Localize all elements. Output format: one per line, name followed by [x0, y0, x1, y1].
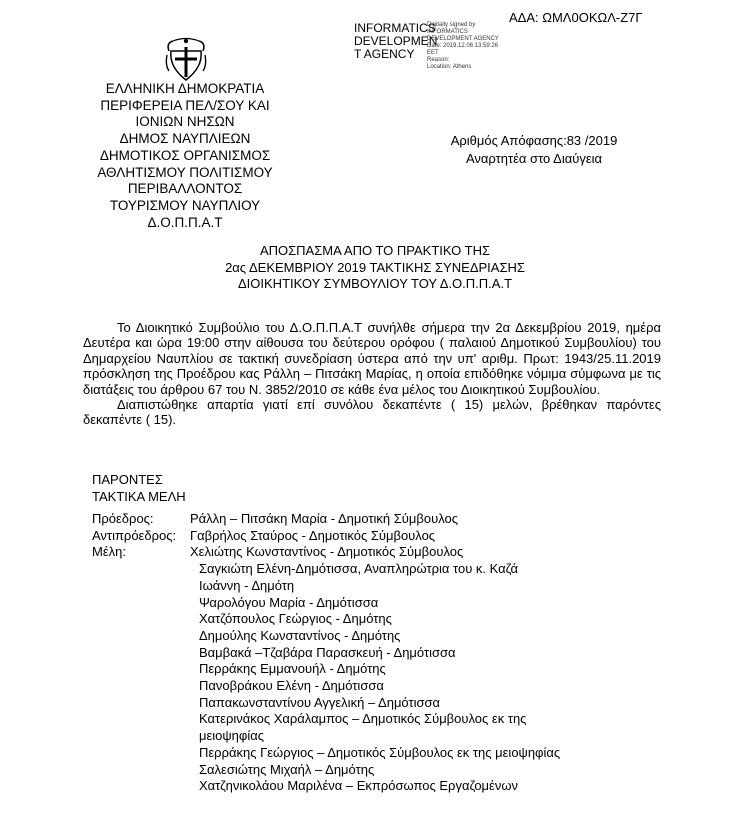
header-line: ΠΕΡΙΦΕΡΕΙΑ ΠΕΛ/ΣΟΥ ΚΑΙ	[100, 97, 270, 113]
signature-detail-line: Location: Athens	[427, 64, 472, 70]
member-entries	[190, 544, 692, 795]
list-item: Χελιώτης Κωνσταντίνος - Δημοτικός Σύμβουλος	[190, 544, 464, 560]
header-line: ΕΛΛΗΝΙΚΗ ΔΗΜΟΚΡΑΤΙΑ	[105, 81, 265, 96]
members-row	[92, 544, 692, 795]
signature-issuer-line: INFORMATICS	[354, 21, 436, 35]
present-heading	[92, 472, 186, 505]
list-item: Περράκης Εμμανουήλ - Δημότης	[199, 661, 386, 677]
list-item: Δημούλης Κωνσταντίνος - Δημότης	[199, 627, 401, 643]
header-line: ΙΟΝΙΩΝ ΝΗΣΩΝ	[135, 114, 235, 130]
president-label: Πρόεδρος:	[92, 511, 154, 526]
document-title	[185, 243, 565, 293]
signature-detail-line: INFORMATICS	[427, 29, 468, 35]
list-item: Χατζόπουλος Γεώργιος - Δημότης	[199, 611, 392, 627]
header-line: ΑΘΛΗΤΙΣΜΟΥ ΠΟΛΙΤΙΣΜΟΥ	[97, 164, 273, 180]
body-text	[83, 320, 661, 428]
president-name: Ράλλη – Πιτσάκη Μαρία - Δημοτική Σύμβουλος	[190, 511, 459, 526]
decision-note: Αναρτητέα στο Διαύγεια	[465, 151, 603, 166]
title-line: ΔΙΟΙΚΗΤΙΚΟΥ ΣΥΜΒΟΥΛΙΟΥ ΤΟΥ Δ.Ο.Π.Π.Α.Τ	[237, 276, 513, 291]
vice-president-name: Γαβρήλος Σταύρος - Δημοτικός Σύμβουλος	[190, 527, 436, 543]
list-item: Βαμβακά –Τζαβάρα Παρασκευή - Δημότισσα	[199, 644, 456, 660]
greek-coat-of-arms-icon	[165, 37, 207, 83]
signature-detail-line: DEVELOPMENT AGENCY	[427, 36, 499, 42]
list-item: Πανοβράκου Ελένη - Δημότισσα	[199, 678, 384, 694]
signature-detail-line: Digitally signed by	[427, 22, 476, 28]
header-line: ΠΕΡΙΒΑΛΛΟΝΤΟΣ	[127, 181, 243, 197]
list-item: μειοψηφίας	[199, 728, 264, 744]
list-item: Παπακωνσταντίνου Αγγελική – Δημότισσα	[199, 694, 441, 710]
signature-issuer-line: T AGENCY	[354, 47, 415, 61]
list-item: Σαγκιώτη Ελένη-Δημότισσα, Αναπληρώτρια του κ. Καζά	[199, 561, 519, 577]
signature-issuer-line: DEVELOPMEN	[354, 34, 438, 48]
members-list	[92, 511, 692, 795]
list-item: Περράκης Γεώργιος – Δημοτικός Σύμβουλος εκ της μειοψηφίας	[199, 744, 561, 760]
signature-detail-line: Reason:	[427, 57, 450, 63]
signature-detail-line: EET	[427, 50, 439, 56]
decision-number: Αριθμός Απόφασης:83 /2019	[450, 133, 618, 148]
title-line: 2ας ΔΕΚΕΜΒΡΙΟΥ 2019 ΤΑΚΤΙΚΗΣ ΣΥΝΕΔΡΙΑΣΗΣ	[225, 259, 525, 275]
list-item: Ιωάννη - Δημότη	[199, 577, 295, 593]
members-label: Μέλη:	[92, 544, 126, 560]
header-line: Δ.Ο.Π.Π.Α.Τ	[147, 214, 223, 230]
list-item: Κατερινάκος Χαράλαμπος – Δημοτικός Σύμβουλος εκ της	[199, 711, 527, 727]
list-item: Σαλεσιώτης Μιχαήλ – Δημότης	[199, 761, 375, 777]
signature-detail-line: Date: 2019.12.06 13:59:26	[427, 43, 499, 49]
signature-details	[427, 22, 499, 71]
header-line: ΔΗΜΟΤΙΚΟΣ ΟΡΓΑΝΙΣΜΟΣ	[99, 147, 271, 163]
vice-president-row	[92, 528, 692, 545]
president-row	[92, 511, 692, 528]
paragraph-quorum: Διαπιστώθηκε απαρτία γιατί επί συνόλου δεκαπέντε ( 15) μελών, βρέθηκαν παρόντες δεκαπέντε ( 15).	[83, 397, 661, 428]
header-line: ΔΗΜΟΣ ΝΑΥΠΛΙΕΩΝ	[119, 131, 251, 147]
regular-members-title: ΤΑΚΤΙΚΑ ΜΕΛΗ	[92, 488, 186, 504]
title-line: ΑΠΟΣΠΑΣΜΑ ΑΠΟ ΤΟ ΠΡΑΚΤΙΚΟ ΤΗΣ	[259, 243, 491, 258]
ada-code: ΑΔΑ: ΩΜΛ0ΟΚΩΛ-Ζ7Γ	[509, 10, 643, 25]
decision-info	[444, 132, 624, 168]
paragraph-meeting: Το Διοικητικό Συμβούλιο του Δ.Ο.Π.Π.Α.Τ συνήλθε σήμερα την 2α Δεκεμβρίου 2019, ημέρα Δευτέρα και ώρα 19:00 στην αίθουσα του δεύτερου ορόφου ( παλαιού Δημοτικού Συμβουλίου) του Δημαρχείου Ναυπλίου σε τακτική συνεδρίαση ύστερα από την υπ' αριθμ. Πρωτ: 1943/25.11.2019 πρόσκληση της Προέδρου κας Ράλλη – Πιτσάκη Μαρίας, η οποία επιδόθηκε νόμιμα σύμφωνα με τις διατάξεις του άρθρου 67 του Ν. 3852/2010 σε κάθε ένα μέλος του Διοικητικού Συμβουλίου.	[83, 320, 661, 397]
header-line: ΤΟΥΡΙΣΜΟΥ ΝΑΥΠΛΙΟΥ	[109, 197, 261, 213]
list-item: Ψαρολόγου Μαρία - Δημότισσα	[199, 594, 379, 610]
list-item: Χατζηνικολάου Μαριλένα – Εκπρόσωπος Εργαζομένων	[199, 778, 518, 794]
present-title: ΠΑΡΟΝΤΕΣ	[92, 472, 163, 487]
issuing-authority-header	[60, 81, 310, 231]
vice-president-label: Αντιπρόεδρος:	[92, 527, 177, 543]
